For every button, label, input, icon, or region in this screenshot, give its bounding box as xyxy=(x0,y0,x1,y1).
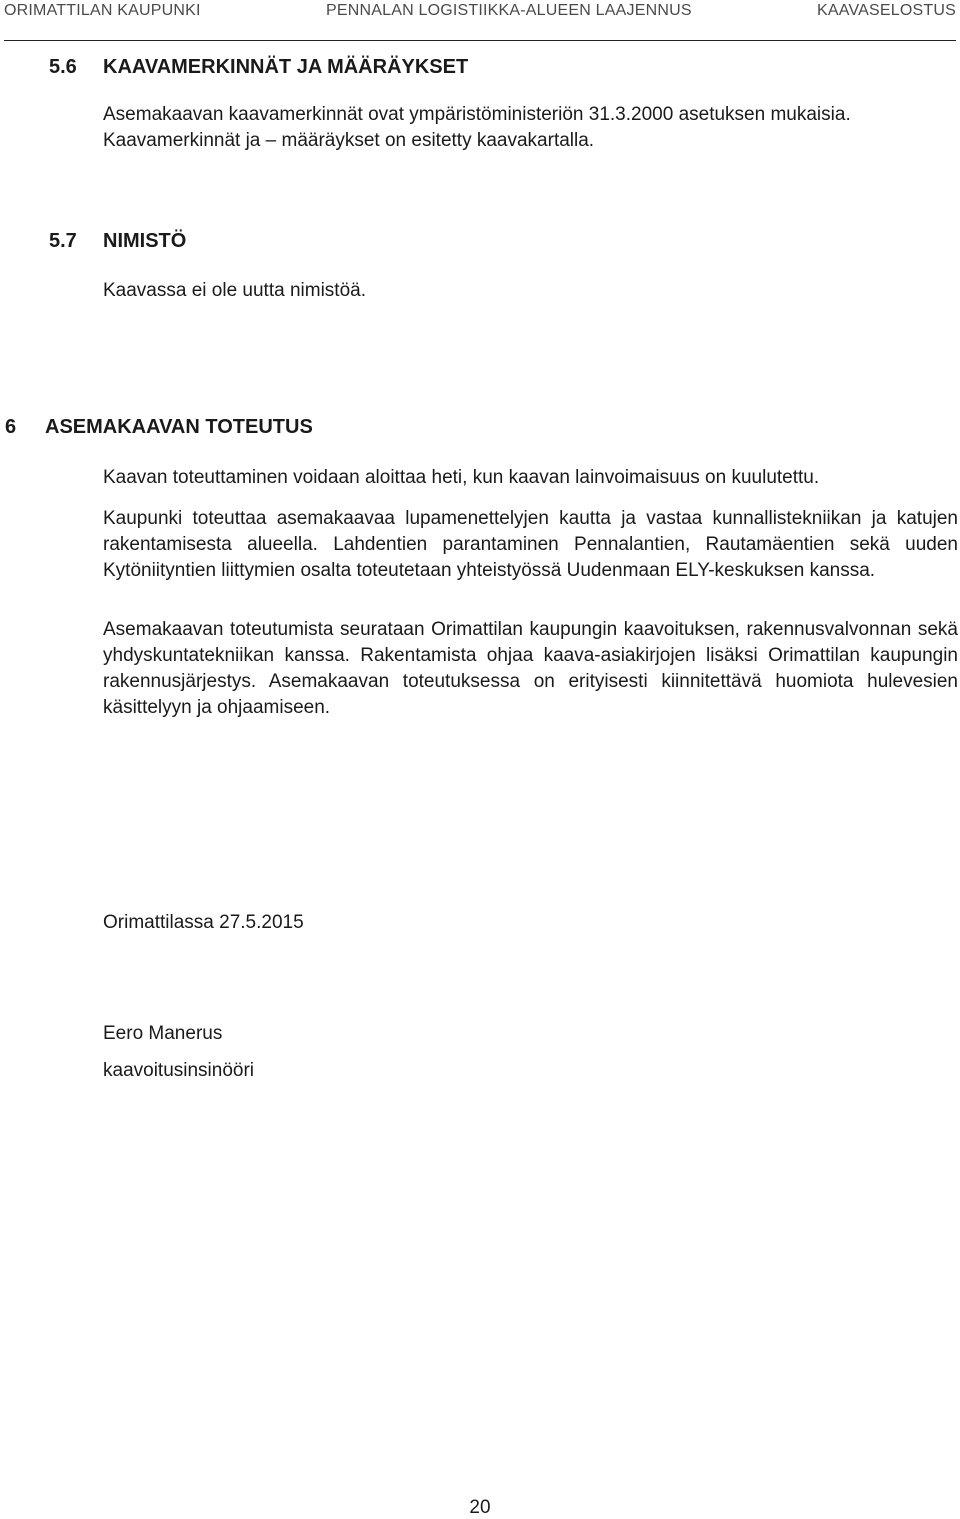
section-5-6-line-2: Kaavamerkinnät ja – määräykset on esitetty kaavakartalla. xyxy=(103,130,595,151)
section-title: ASEMAKAAVAN TOTEUTUS xyxy=(45,416,313,438)
section-6-paragraph-1 xyxy=(103,506,958,584)
section-number: 5.7 xyxy=(49,230,77,252)
page-header xyxy=(0,0,960,42)
signature-place-date: Orimattilassa 27.5.2015 xyxy=(103,912,304,933)
section-5-6-line-1: Asemakaavan kaavamerkinnät ovat ympäristöministeriön 31.3.2000 asetuksen mukaisia. xyxy=(103,104,851,125)
header-doc-type: KAAVASELOSTUS xyxy=(817,2,956,19)
paragraph-text: Kaupunki toteuttaa asemakaavaa lupamenettelyjen kautta ja vastaa kunnallistekniikan ja katujen rakentamisesta alueella. Lahdentien parantaminen Pennalantien, Rautamäentien sekä uuden Kytöniityntien liittymien osalta toteutetaan yhteistyössä Uudenmaan ELY-keskuksen kanssa. xyxy=(103,508,958,581)
section-heading-5-6 xyxy=(49,56,468,79)
section-6-paragraph-2 xyxy=(103,617,958,721)
section-6-intro: Kaavan toteuttaminen voidaan aloittaa heti, kun kaavan lainvoimaisuus on kuulutettu. xyxy=(103,467,820,488)
header-municipality: ORIMATTILAN KAUPUNKI xyxy=(4,2,201,19)
header-divider xyxy=(4,40,956,41)
signature-role: kaavoitusinsinööri xyxy=(103,1060,255,1081)
section-number: 6 xyxy=(5,416,17,438)
section-heading-6 xyxy=(5,416,313,439)
section-5-7-text: Kaavassa ei ole uutta nimistöä. xyxy=(103,280,366,301)
header-project: PENNALAN LOGISTIIKKA-ALUEEN LAAJENNUS xyxy=(326,2,692,19)
paragraph-text: Asemakaavan toteutumista seurataan Orimattilan kaupungin kaavoituksen, rakennusvalvonnan sekä yhdyskuntatekniikan kanssa. Rakentamista ohjaa kaava-asiakirjojen lisäksi Orimattilan kaupungin rakennusjärjestys. Asemakaavan toteutuksessa on erityisesti kiinnitettävä huomiota hulevesien käsittelyyn ja ohjaamiseen. xyxy=(103,619,958,718)
section-title: KAAVAMERKINNÄT JA MÄÄRÄYKSET xyxy=(103,56,469,78)
signature-name: Eero Manerus xyxy=(103,1023,223,1044)
section-number: 5.6 xyxy=(49,56,77,78)
section-title: NIMISTÖ xyxy=(103,230,187,252)
page-number: 20 xyxy=(469,1497,491,1518)
section-heading-5-7 xyxy=(49,230,186,253)
